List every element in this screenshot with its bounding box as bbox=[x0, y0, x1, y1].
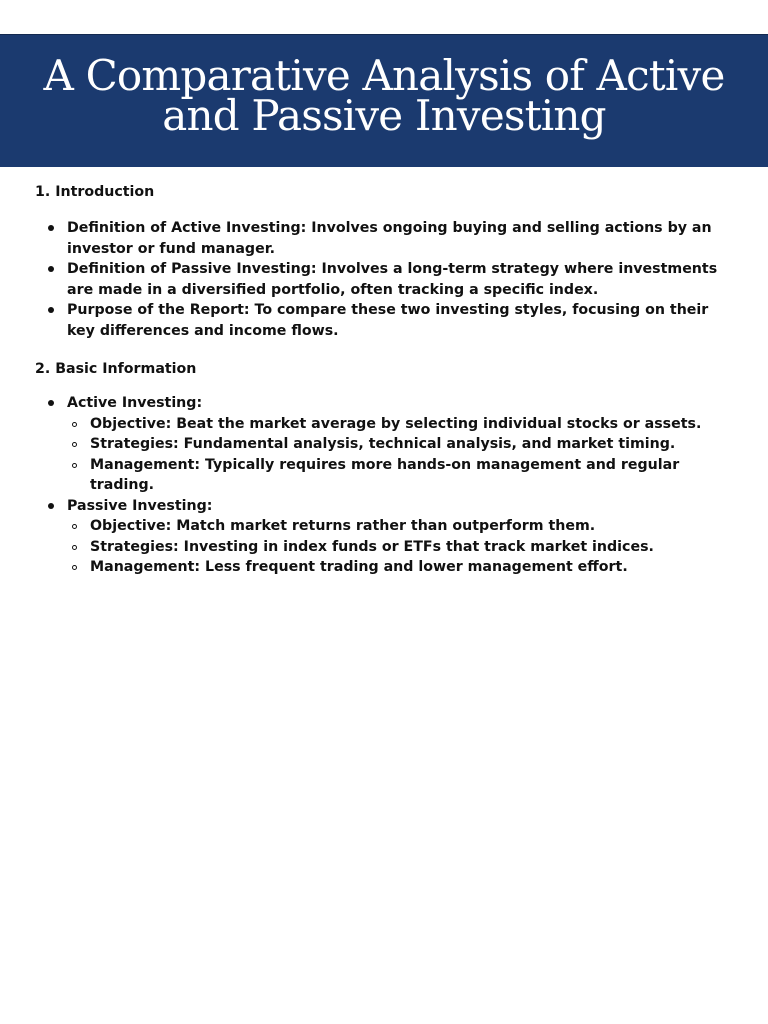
introduction-list bbox=[35, 218, 725, 341]
introduction-section bbox=[35, 180, 725, 341]
active-objective: Objective: Beat the market average by selecting individual stocks or assets. bbox=[67, 414, 725, 435]
passive-strategies: Strategies: Investing in index funds or ETFs that track market indices. bbox=[67, 537, 725, 558]
introduction-heading: 1. Introduction bbox=[35, 184, 155, 200]
passive-management: Management: Less frequent trading and lower management effort. bbox=[67, 557, 725, 578]
document-body bbox=[35, 180, 725, 578]
active-investing-details bbox=[67, 414, 725, 496]
document-title bbox=[0, 51, 768, 140]
basic-information-section bbox=[35, 357, 725, 578]
introduction-item-report-purpose: Purpose of the Report: To compare these two investing styles, focusing on their key differences and income flows. bbox=[35, 300, 725, 341]
document-title-line-2: and Passive Investing bbox=[162, 91, 606, 140]
active-management: Management: Typically requires more hands-on management and regular trading. bbox=[67, 455, 725, 496]
basic-information-heading: 2. Basic Information bbox=[35, 361, 197, 377]
passive-investing-details bbox=[67, 516, 725, 578]
passive-objective: Objective: Match market returns rather than outperform them. bbox=[67, 516, 725, 537]
active-investing-item bbox=[35, 393, 725, 496]
basic-information-list bbox=[35, 393, 725, 578]
introduction-item-passive-definition: Definition of Passive Investing: Involves a long-term strategy where investments are made in a diversified portfolio, often tracking a specific index. bbox=[35, 259, 725, 300]
active-strategies: Strategies: Fundamental analysis, technical analysis, and market timing. bbox=[67, 434, 725, 455]
passive-investing-label: Passive Investing: bbox=[67, 497, 213, 514]
introduction-item-active-definition: Definition of Active Investing: Involves ongoing buying and selling actions by an investor or fund manager. bbox=[35, 218, 725, 259]
active-investing-label: Active Investing: bbox=[67, 395, 203, 411]
document-title-line-1: A Comparative Analysis of Active bbox=[43, 51, 725, 100]
passive-investing-item bbox=[35, 496, 725, 578]
